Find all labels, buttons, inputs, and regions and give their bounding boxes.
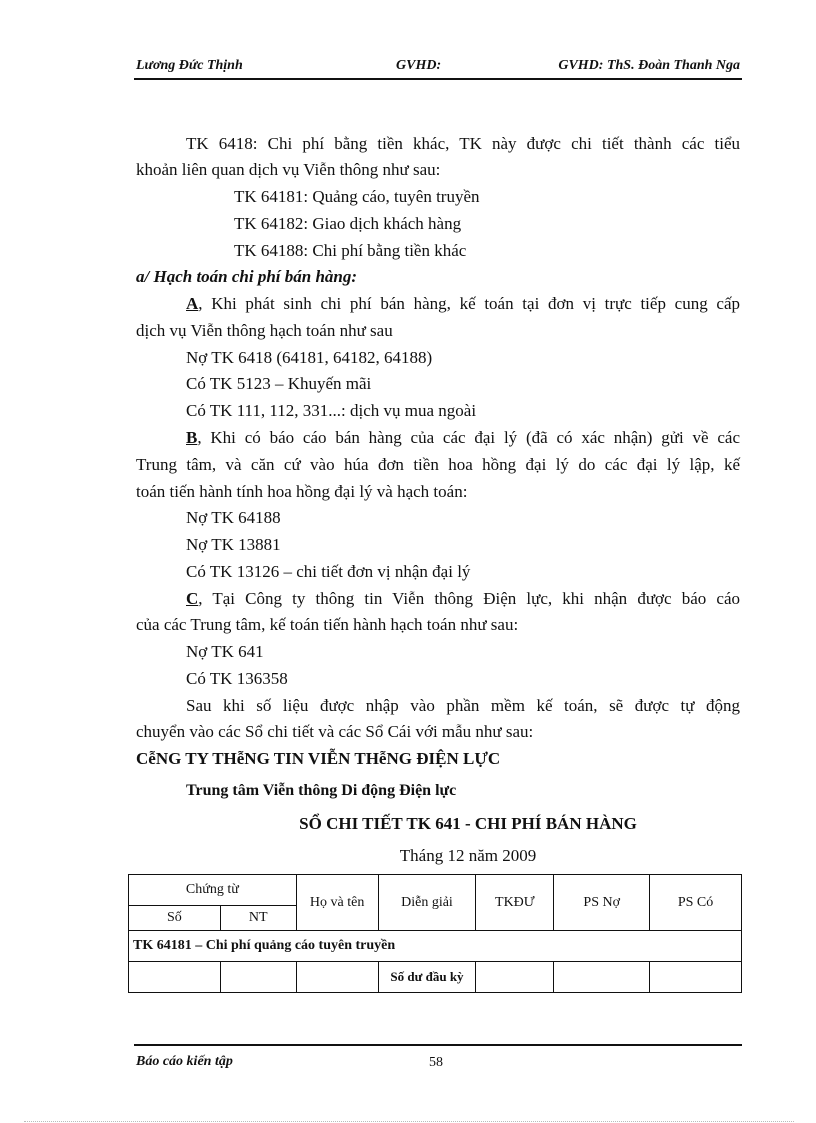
table-row [129,931,742,962]
b-line2: Trung tâm, và căn cứ vào húa đơn tiền hoa hồng đại lý do các đại lý lập, kế [136,455,740,474]
a-entry1: Nợ TK 6418 (64181, 64182, 64188) [186,348,433,367]
footer-report: Báo cáo kiến tập [136,1054,233,1069]
col-so: Số [129,906,221,931]
a-line1 [186,293,740,315]
b-entry3: Có TK 13126 – chi tiết đơn vị nhận đại lý [186,562,471,581]
center-name: Trung tâm Viễn thông Di động Điện lực [186,782,457,799]
col-nt: NT [220,906,296,931]
a-entry2: Có TK 5123 – Khuyến mãi [186,374,372,393]
header-author: Lương Đức Thịnh [136,58,243,73]
c-line1 [186,588,740,610]
ledger-table [128,874,742,993]
company-name: CễNG TY THễNG TIN VIỄN THễNG ĐIỆN LỰC [136,749,501,768]
col-ps-co: PS Có [650,875,742,931]
page-number: 58 [429,1055,443,1070]
group-row-64181: TK 64181 – Chi phí quảng cáo tuyên truyền [129,931,742,962]
table-header-row [129,875,742,906]
sub-account-64182: TK 64182: Giao dịch khách hàng [234,214,462,233]
table-cell [554,962,650,993]
page-footer [134,1044,742,1070]
sub-account-64181: TK 64181: Quảng cáo, tuyên truyền [234,187,480,206]
table-cell [129,962,221,993]
opening-balance-cell: Số dư đầu kỳ [378,962,476,993]
table-cell [476,962,554,993]
table-cell [220,962,296,993]
p1-line1: TK 6418: Chi phí bằng tiền khác, TK này được chi tiết thành các tiểu [186,134,740,153]
c-entry2: Có TK 136358 [186,669,288,688]
b-entry1: Nợ TK 64188 [186,508,281,527]
p1-line2: khoản liên quan dịch vụ Viễn thông như sau: [136,160,441,179]
a-line2: dịch vụ Viễn thông hạch toán như sau [136,321,393,340]
col-tkdu: TKĐƯ [476,875,554,931]
a-entry3: Có TK 111, 112, 331...: dịch vụ mua ngoài [186,401,477,420]
page-header [134,56,742,80]
b-text1: , Khi có báo cáo bán hàng của các đại lý (đã có xác nhận) gửi về các [197,428,740,447]
col-dien-giai: Diễn giải [378,875,476,931]
a-label: A [186,294,199,313]
table-cell [650,962,742,993]
b-line1 [186,427,740,449]
col-ho-ten: Họ và tên [296,875,378,931]
table-cell [296,962,378,993]
page-bottom-divider [24,1121,794,1122]
b-line3: toán tiến hành tính hoa hồng đại lý và hạch toán: [136,482,468,501]
ledger-period: Tháng 12 năm 2009 [399,846,537,865]
sub-account-64188: TK 64188: Chi phí bằng tiền khác [234,241,467,260]
c-label: C [186,589,199,608]
header-gvhd-label: GVHD: [396,58,442,73]
final-line2: chuyển vào các Sổ chi tiết và các Sổ Cái với mẫu như sau: [136,722,534,741]
c-text1: , Tại Công ty thông tin Viễn thông Điện lực, khi nhận được báo cáo [198,589,740,608]
a-text1: , Khi phát sinh chi phí bán hàng, kế toán tại đơn vị trực tiếp cung cấp [198,294,740,313]
b-entry2: Nợ TK 13881 [186,535,281,554]
b-label: B [186,428,198,447]
ledger-title: SỔ CHI TIẾT TK 641 - CHI PHÍ BÁN HÀNG [299,814,637,833]
section-heading: a/ Hạch toán chi phí bán hàng: [136,267,358,286]
final-line1: Sau khi số liệu được nhập vào phần mềm kế toán, sẽ được tự động [186,696,740,715]
table-row [129,962,742,993]
c-line2: của các Trung tâm, kế toán tiến hành hạch toán như sau: [136,615,519,634]
col-chung-tu: Chứng từ [129,875,297,906]
col-ps-no: PS Nợ [554,875,650,931]
c-entry1: Nợ TK 641 [186,642,264,661]
header-gvhd-full: GVHD: ThS. Đoàn Thanh Nga [558,58,740,73]
